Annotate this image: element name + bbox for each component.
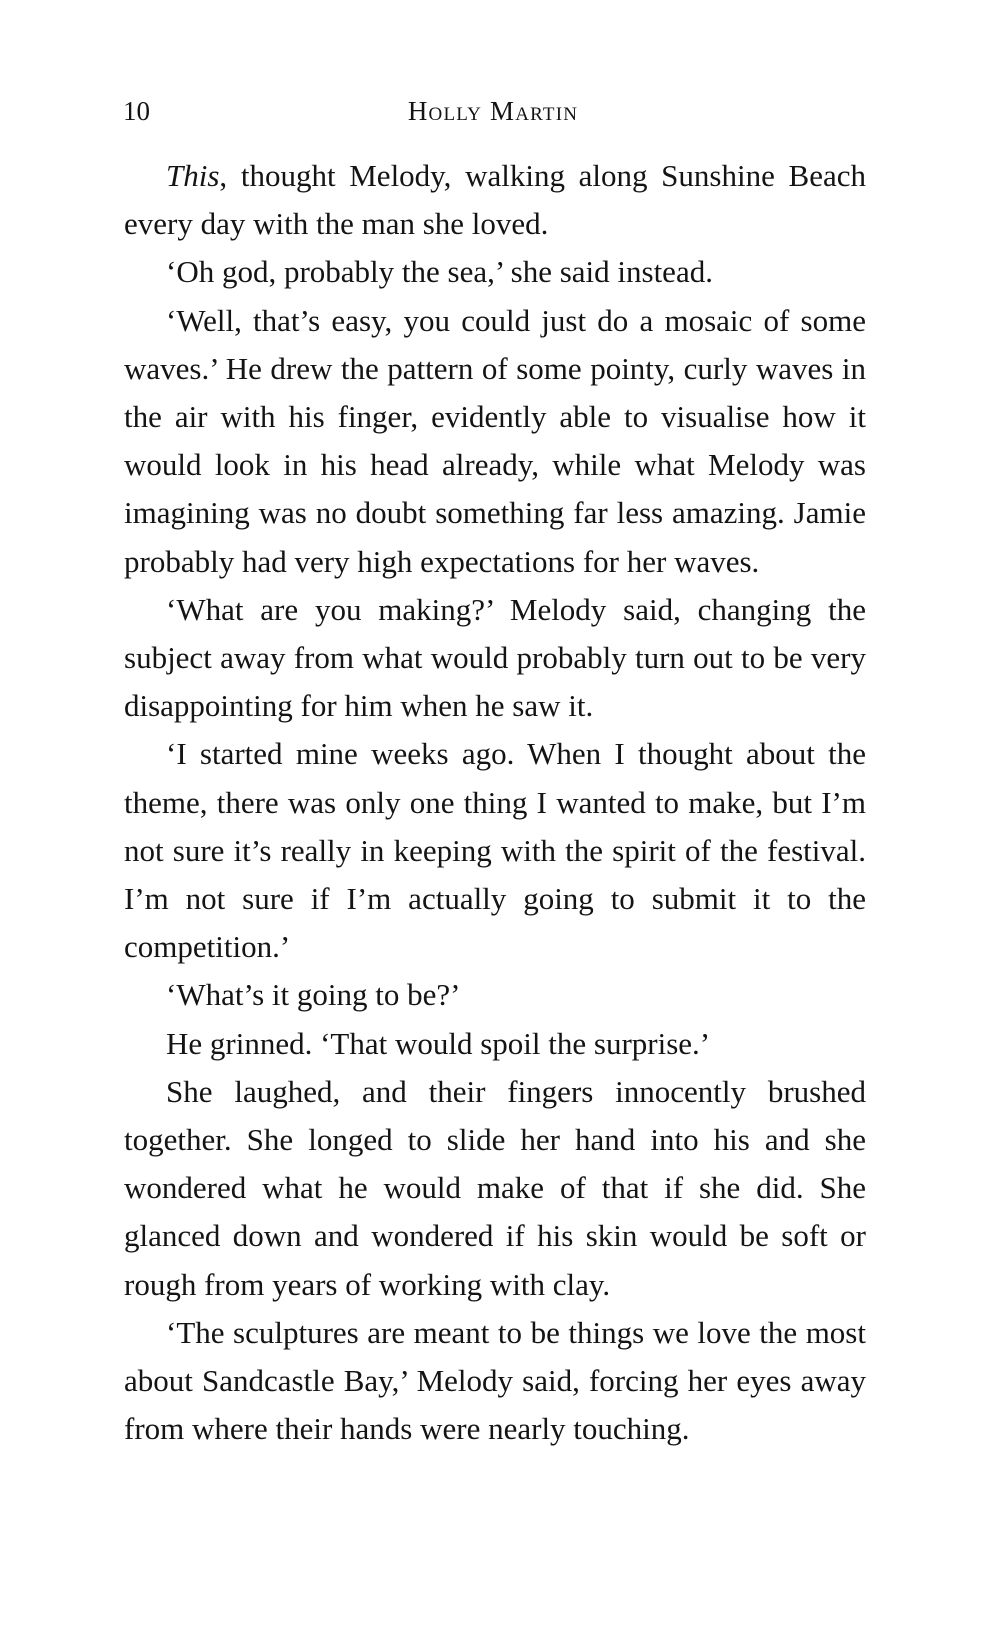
paragraph: [124, 1309, 866, 1454]
page-number: 10: [123, 96, 150, 126]
paragraph: [124, 248, 866, 296]
paragraph-text: ‘Well, that’s easy, you could just do a mosaic of some waves.’ He drew the pattern of some pointy, curly waves in the air with his finger, evidently able to visualise how it would look in his head already, while what Melody was imagining was no doubt something far less amazing. Jamie probably had very high expectations for her waves.: [124, 302, 866, 579]
paragraph: [124, 1068, 866, 1309]
paragraph-italic-lead: This: [166, 158, 220, 193]
paragraph-text: ‘The sculptures are meant to be things we love the most about Sandcastle Bay,’ Melody said, forcing her eyes away from where their hands were nearly touching.: [124, 1314, 866, 1447]
paragraph-text: She laughed, and their fingers innocently brushed together. She longed to slide her hand into his and she wondered what he would make of that if she did. She glanced down and wondered if his skin would be soft or rough from years of working with clay.: [124, 1073, 866, 1302]
paragraph: [124, 730, 866, 971]
page-header: [123, 93, 863, 129]
paragraph: [124, 586, 866, 731]
paragraph: [124, 971, 866, 1019]
paragraph-text: ‘Oh god, probably the sea,’ she said instead.: [166, 254, 713, 290]
paragraph: [124, 152, 866, 248]
paragraph-text: ‘What are you making?’ Melody said, changing the subject away from what would probably turn out to be very disappointing for him when he saw it.: [124, 591, 866, 724]
paragraph-text: He grinned. ‘That would spoil the surprise.’: [166, 1025, 711, 1061]
paragraph-text: ‘I started mine weeks ago. When I thought about the theme, there was only one thing I wanted to make, but I’m not sure it’s really in keeping with the spirit of the festival. I’m not sure if I’m actually going to submit it to the competition.’: [124, 736, 866, 965]
paragraph: [124, 297, 866, 586]
body-text: [124, 152, 866, 1453]
paragraph: [124, 1020, 866, 1068]
paragraph-text: , thought Melody, walking along Sunshine Beach every day with the man she loved.: [124, 158, 866, 242]
paragraph-text: ‘What’s it going to be?’: [166, 977, 461, 1013]
running-head-author: Holly Martin: [407, 96, 579, 126]
